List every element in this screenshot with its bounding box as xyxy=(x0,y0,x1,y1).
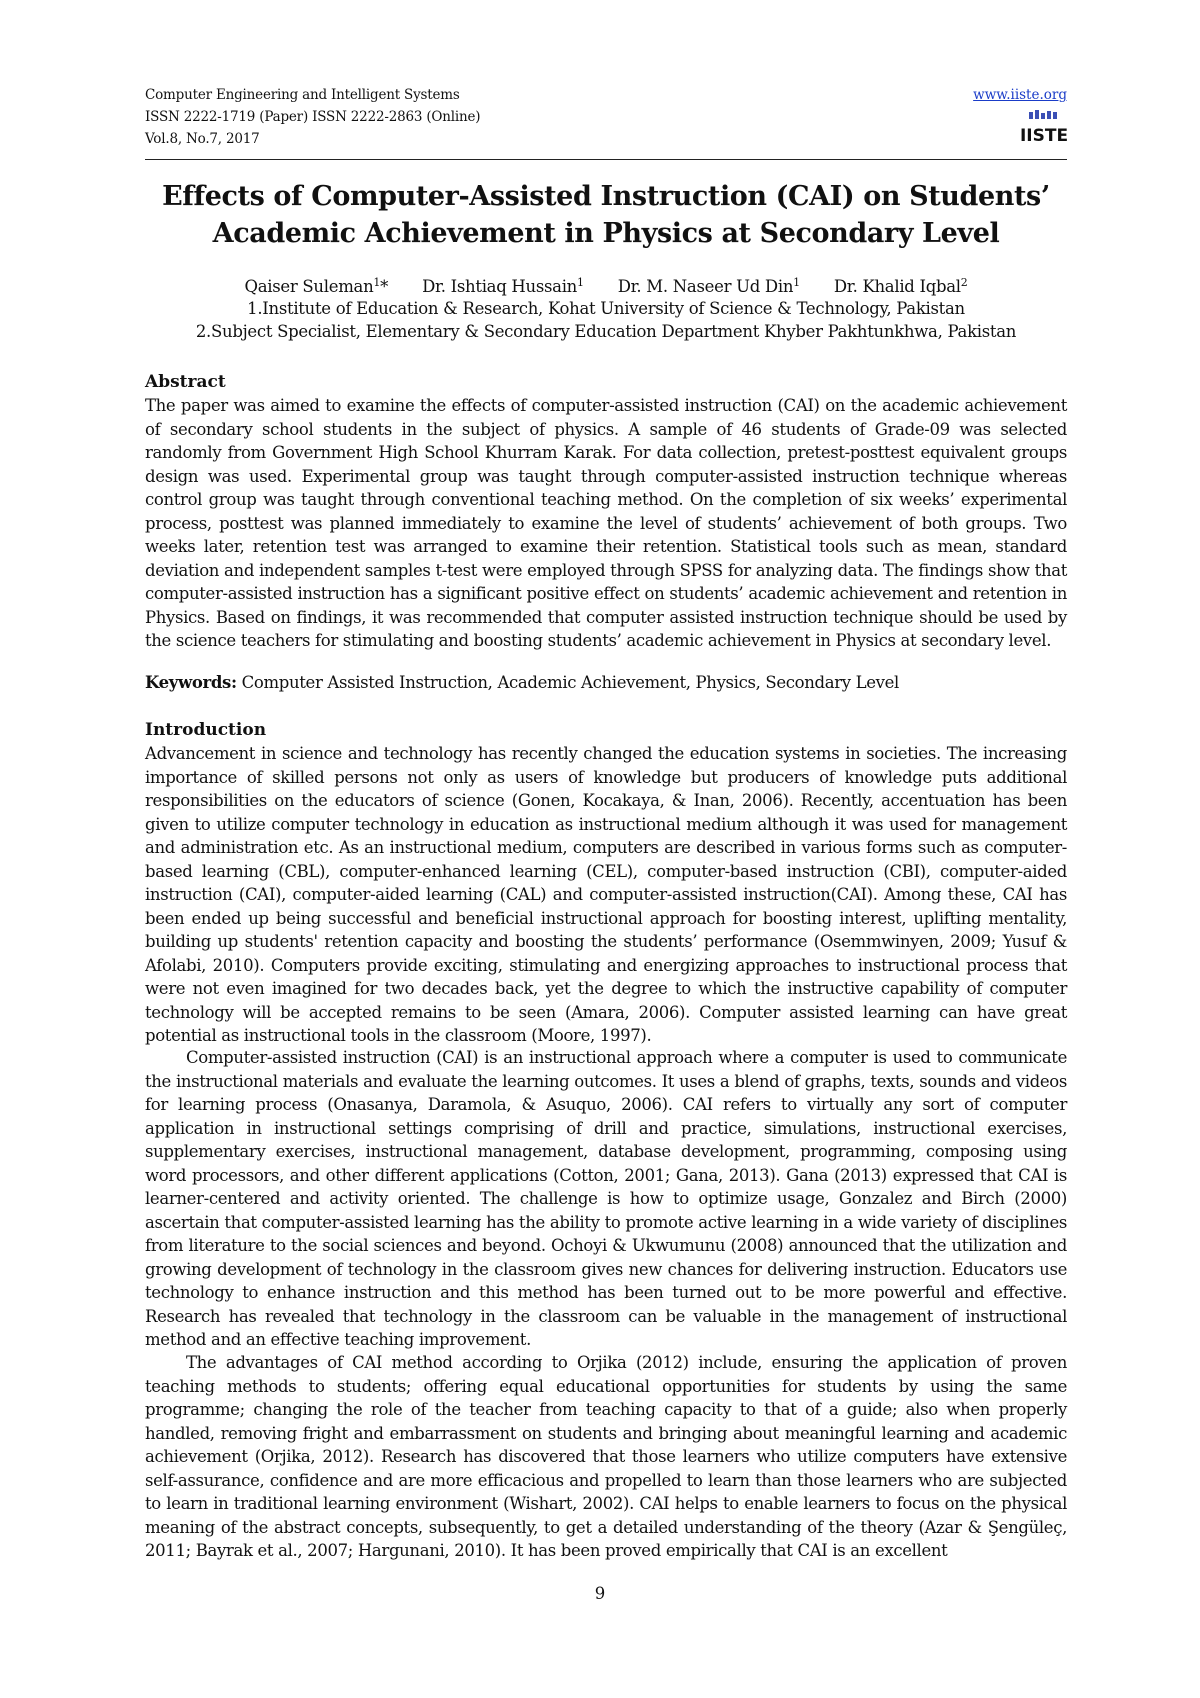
keywords-label: Keywords: xyxy=(145,673,237,692)
intro-paragraph-2: Computer-assisted instruction (CAI) is an instructional approach where a computer is used to communicate the instructional materials and evaluate the learning outcomes. It uses a blend of graphs, texts, sounds and videos for learning process (Onasanya, Daramola, & Asuquo, 2006). CAI refers to virtually any sort of computer application in instructional settings comprising of drill and practice, simulations, instructional exercises, supplementary exercises, instructional management, database development, programming, composing using word processors, and other different applications (Cotton, 2001; Gana, 2013). Gana (2013) expressed that CAI is learner-centered and activity oriented. The challenge is how to optimize usage, Gonzalez and Birch (2000) ascertain that computer-assisted learning has the ability to promote active learning in a wide variety of disciplines from literature to the social sciences and beyond. Ochoyi & Ukwumunu (2008) announced that the utilization and growing development of technology in the classroom gives new chances for delivering instruction. Educators use technology to enhance instruction and this method has been turned out to be more powerful and effective. Research has revealed that technology in the classroom can be valuable in the management of instructional method and an effective teaching improvement. xyxy=(145,1048,1067,1349)
author-4: Dr. Khalid Iqbal$^2$ xyxy=(833,276,968,296)
author-1-affil-mark: 1 xyxy=(373,276,381,289)
title-line-2: Academic Achievement in Physics at Secondary Level xyxy=(212,218,1000,249)
journal-header xyxy=(145,84,1067,164)
title-line-1: Effects of Computer-Assisted Instruction (CAI) on Students’ xyxy=(162,181,1050,212)
author-list xyxy=(145,276,1067,298)
author-2: Dr. Ishtiaq Hussain$^1$ xyxy=(422,276,584,296)
abstract-heading: Abstract xyxy=(145,372,226,392)
intro-paragraph-3: The advantages of CAI method according to Orjika (2012) include, ensuring the application of proven teaching methods to students; offering equal educational opportunities for students by using the same programme; changing the role of the teacher from teaching capacity to that of a guide; also when properly handled, removing fright and embarrassment on students and bringing about meaningful learning and academic achievement (Orjika, 2012). Research has discovered that those learners who utilize computers have extensive self-assurance, confidence and are more efficacious and propelled to learn than those learners who are subjected to learn in traditional learning environment (Wishart, 2002). CAI helps to enable learners to focus on the physical meaning of the abstract concepts, subsequently, to get a detailed understanding of the theory (Azar & Şengüleç, 2011; Bayrak et al., 2007; Hargunani, 2010). It has been proved empirically that CAI is an excellent xyxy=(145,1353,1067,1560)
issn-line: ISSN 2222-1719 (Paper) ISSN 2222-2863 (Online) xyxy=(145,109,481,125)
header-divider xyxy=(145,159,1067,160)
corresponding-mark: * xyxy=(380,277,389,296)
volume-line: Vol.8, No.7, 2017 xyxy=(145,131,260,147)
affiliation-1: 1.Institute of Education & Research, Kohat University of Science & Technology, Pakistan xyxy=(247,299,965,318)
paper-title xyxy=(145,178,1067,252)
keywords-line xyxy=(145,671,1067,694)
abstract-text xyxy=(145,394,1067,653)
author-3-affil-mark: 1 xyxy=(793,276,800,289)
author-4-affil-mark: 2 xyxy=(960,276,968,289)
intro-paragraph-1: Advancement in science and technology has recently changed the education systems in societies. The increasing importance of skilled persons not only as users of knowledge but producers of knowledge puts additional responsibilities on the educators of science (Gonen, Kocakaya, & Inan, 2006). Recently, accentuation has been given to utilize computer technology in education as instructional medium although it was used for management and administration etc. As an instructional medium, computers are described in various forms such as computer-based learning (CBL), computer-enhanced learning (CEL), computer-based instruction (CBI), computer-aided instruction (CAI), computer-aided learning (CAL) and computer-assisted instruction(CAI). Among these, CAI has been ended up being successful and beneficial instructional approach for boosting interest, uplifting mentality, building up students' retention capacity and boosting the students’ performance (Osemmwinyen, 2009; Yusuf & Afolabi, 2010). Computers provide exciting, stimulating and energizing approaches to instructional process that were not even imagined for two decades back, yet the degree to which the instructive capability of computer technology will be accepted remains to be seen (Amara, 2006). Computer assisted learning can have great potential as instructional tools in the classroom (Moore, 1997). xyxy=(145,744,1067,1045)
journal-website-link[interactable]: www.iiste.org xyxy=(973,87,1067,103)
keywords-text: Computer Assisted Instruction, Academic Achievement, Physics, Secondary Level xyxy=(236,673,899,692)
page-number: 9 xyxy=(594,1584,606,1603)
abstract-paragraph: The paper was aimed to examine the effects of computer-assisted instruction (CAI) on the academic achievement of secondary school students in the subject of physics. A sample of 46 students of Grade-09 was selected randomly from Government High School Khurram Karak. For data collection, pretest-posttest equivalent groups design was used. Experimental group was taught through computer-assisted instruction technique whereas control group was taught through conventional teaching method. On the completion of six weeks’ experimental process, posttest was planned immediately to examine the level of students’ achievement of both groups. Two weeks later, retention test was arranged to examine their retention. Statistical tools such as mean, standard deviation and independent samples t-test were employed through SPSS for analyzing data. The findings show that computer-assisted instruction has a significant positive effect on students’ academic achievement and retention in Physics. Based on findings, it was recommended that computer assisted instruction technique should be used by the science teachers for stimulating and boosting students’ academic achievement in Physics at secondary level. xyxy=(145,396,1067,650)
author-3: Dr. M. Naseer Ud Din$^1$ xyxy=(617,276,800,296)
logo-lettering: IISTE xyxy=(1019,126,1069,146)
iiste-logo-icon xyxy=(1019,109,1069,151)
author-1: Qaiser Suleman$^1$* xyxy=(244,276,389,296)
journal-name: Computer Engineering and Intelligent Systems xyxy=(145,87,460,103)
author-2-affil-mark: 1 xyxy=(577,276,584,289)
affiliation-2: 2.Subject Specialist, Elementary & Secondary Education Department Khyber Pakhtunkhwa, Pakistan xyxy=(195,322,1017,341)
introduction-heading: Introduction xyxy=(145,720,267,740)
